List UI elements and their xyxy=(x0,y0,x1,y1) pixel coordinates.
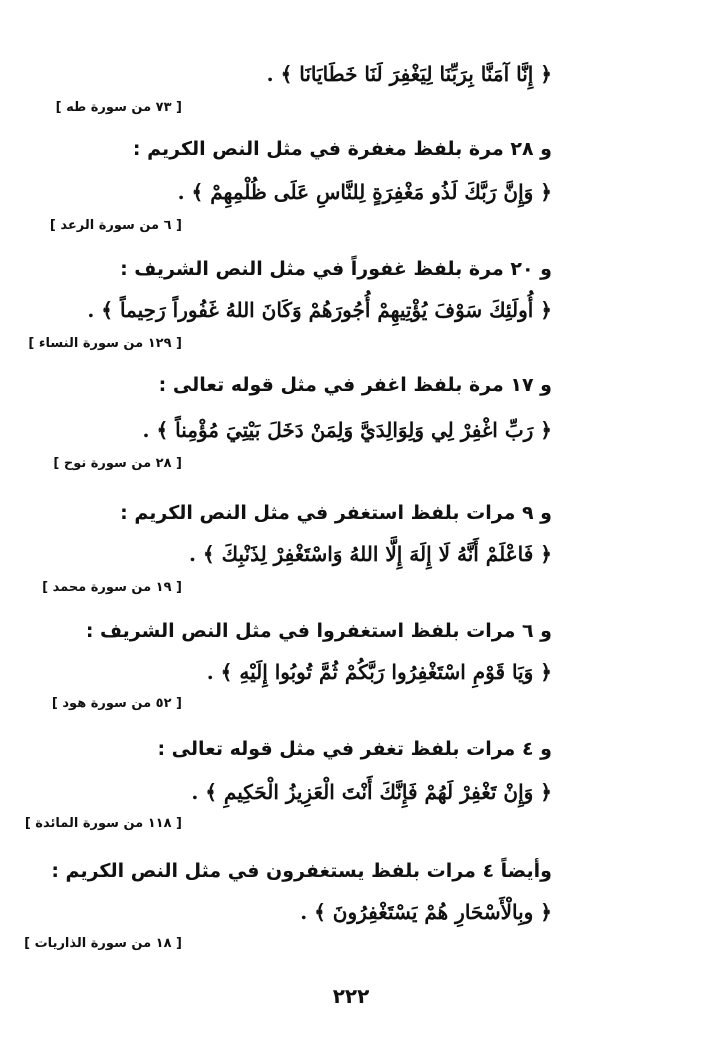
surah-reference: [ ١٢٩ من سورة النساء ] xyxy=(28,336,182,351)
intro-line: و ٦ مرات بلفظ استغفروا في مثل النص الشريف : xyxy=(85,620,552,642)
surah-reference: [ ١٨ من سورة الذاريات ] xyxy=(24,936,182,951)
intro-line: و ٩ مرات بلفظ استغفر في مثل النص الكريم : xyxy=(120,502,552,524)
page-number: ٢٢٢ xyxy=(332,984,370,1008)
verse-line: ﴿ إِنَّا آمَنَّا بِرَبِّنَا لِيَغْفِرَ لَنَا خَطَايَانَا ﴾ . xyxy=(266,62,552,86)
intro-line: و ٤ مرات بلفظ تغفر في مثل قوله تعالى : xyxy=(157,738,552,760)
verse-line: ﴿ وَإِنْ تَغْفِرْ لَهُمْ فَإِنَّكَ أَنْتَ الْعَزِيزُ الْحَكِيمِ ﴾ . xyxy=(191,780,552,804)
verse-line: ﴿ وَيَا قَوْمِ اسْتَغْفِرُوا رَبَّكُمْ ثُمَّ تُوبُوا إِلَيْهِ ﴾ . xyxy=(206,660,552,684)
surah-reference: [ ٥٢ من سورة هود ] xyxy=(51,696,182,711)
surah-reference: [ ٢٨ من سورة نوح ] xyxy=(53,456,182,471)
verse-line: ﴿ وبِالْأَسْحَارِ هُمْ يَسْتَغْفِرُونَ ﴾ . xyxy=(300,900,552,924)
surah-reference: [ ٧٣ من سورة طه ] xyxy=(55,100,182,115)
verse-line: ﴿ أُولَئِكَ سَوْفَ يُؤْتِيهِمْ أُجُورَهُمْ وَكَانَ اللهُ غَفُوراً رَحِيماً ﴾ . xyxy=(87,298,552,322)
intro-line: و ٢٠ مرة بلفظ غفوراً في مثل النص الشريف : xyxy=(120,258,552,280)
verse-line: ﴿ وَإِنَّ رَبَّكَ لَذُو مَغْفِرَةٍ لِلنَّاسِ عَلَى ظُلْمِهِمْ ﴾ . xyxy=(177,180,552,204)
intro-line: و ٢٨ مرة بلفظ مغفرة في مثل النص الكريم : xyxy=(132,138,552,160)
surah-reference: [ ٦ من سورة الرعد ] xyxy=(49,218,182,233)
verse-line: ﴿ فَاعْلَمْ أَنَّهُ لَا إِلَهَ إِلَّا اللهُ وَاسْتَغْفِرْ لِذَنْبِكَ ﴾ . xyxy=(189,542,552,566)
intro-line: و ١٧ مرة بلفظ اغفر في مثل قوله تعالى : xyxy=(158,374,552,396)
surah-reference: [ ١١٨ من سورة المائدة ] xyxy=(24,816,182,831)
intro-line: وأيضاً ٤ مرات بلفظ يستغفرون في مثل النص الكريم : xyxy=(51,860,552,882)
verse-line: ﴿ رَبِّ اغْفِرْ لِي وَلِوَالِدَيَّ وَلِمَنْ دَخَلَ بَيْتِيَ مُؤْمِناً ﴾ . xyxy=(142,418,552,442)
surah-reference: [ ١٩ من سورة محمد ] xyxy=(42,580,182,595)
